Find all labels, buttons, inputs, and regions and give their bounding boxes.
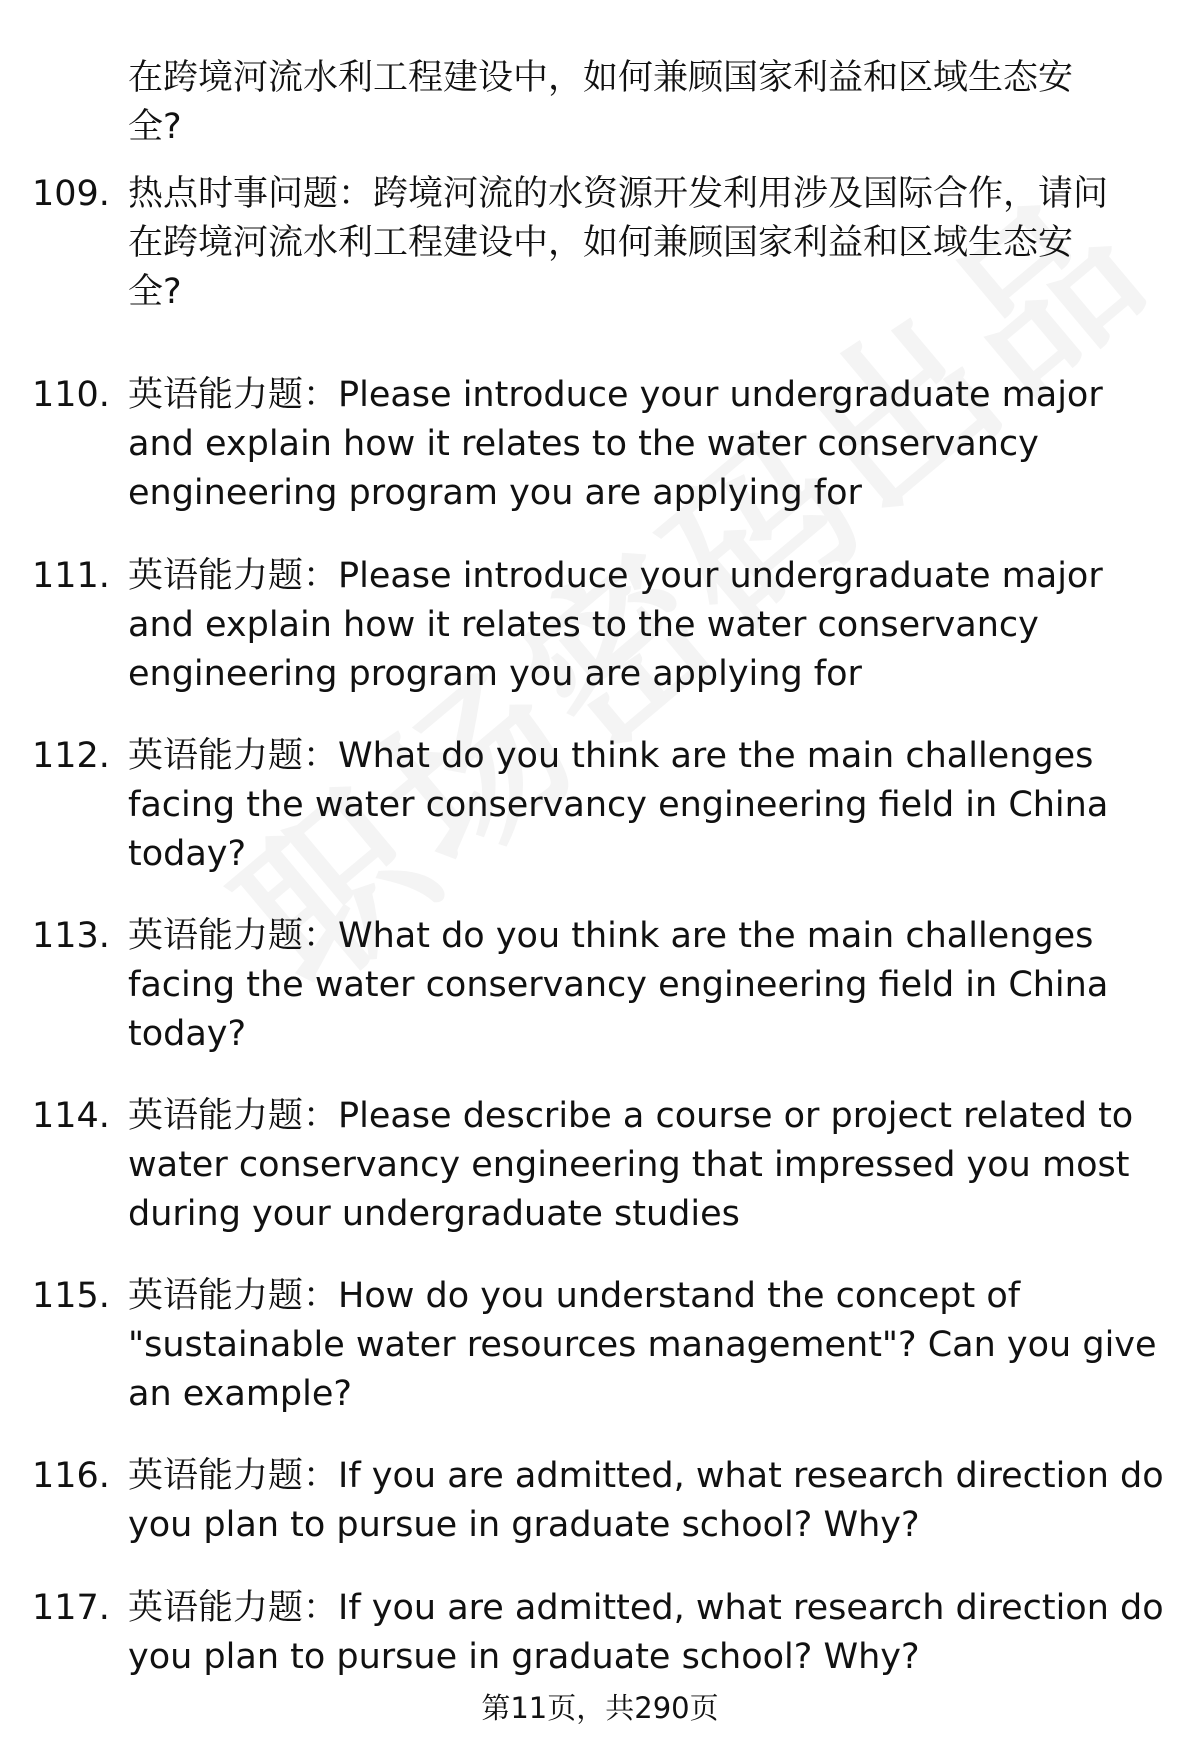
question-text-line: and explain how it relates to the water conservancy	[128, 424, 1039, 464]
question-text-line: you plan to pursue in graduate school? Why?	[128, 1505, 920, 1545]
question-number: 110.	[32, 375, 110, 415]
question-number: 111.	[32, 556, 110, 596]
page-footer-page-number: 第11页，共290页	[481, 1691, 719, 1725]
question-text-line: 全?	[128, 107, 182, 147]
question-item-109	[0, 170, 1200, 317]
question-text-line: you plan to pursue in graduate school? Why?	[128, 1637, 920, 1677]
question-text-line: today?	[128, 834, 247, 874]
question-text-line: 英语能力题：What do you think are the main challenges	[128, 736, 1094, 776]
question-number: 115.	[32, 1276, 110, 1316]
question-text-line: 英语能力题：Please introduce your undergraduate major	[128, 556, 1103, 596]
question-text-line: engineering program you are applying for	[128, 654, 862, 694]
question-text-line: engineering program you are applying for	[128, 473, 862, 513]
question-item-115	[0, 1272, 1200, 1419]
question-text-line: "sustainable water resources management"? Can you give	[128, 1325, 1157, 1365]
question-text-line: water conservancy engineering that impressed you most	[128, 1145, 1130, 1185]
question-text-line: 英语能力题：How do you understand the concept of	[128, 1276, 1021, 1316]
question-text-line: today?	[128, 1014, 247, 1054]
question-text-line: facing the water conservancy engineering field in China	[128, 965, 1109, 1005]
question-text-line: 热点时事问题：跨境河流的水资源开发利用涉及国际合作，请问	[128, 174, 1109, 214]
question-text-line: 全?	[128, 272, 182, 312]
question-item-111	[0, 552, 1200, 699]
question-item-117	[0, 1584, 1200, 1682]
question-text-line: 英语能力题：Please describe a course or project related to	[128, 1096, 1134, 1136]
question-number: 109.	[32, 174, 110, 214]
question-item-113	[0, 912, 1200, 1059]
question-text-line: facing the water conservancy engineering field in China	[128, 785, 1109, 825]
question-number: 114.	[32, 1096, 110, 1136]
question-item-116	[0, 1452, 1200, 1550]
question-text-line: 英语能力题：What do you think are the main challenges	[128, 916, 1094, 956]
question-item-114	[0, 1092, 1200, 1239]
question-item-112	[0, 732, 1200, 879]
question-text-line: 在跨境河流水利工程建设中，如何兼顾国家利益和区域生态安	[128, 223, 1074, 263]
question-number: 112.	[32, 736, 110, 776]
question-text-line: 在跨境河流水利工程建设中，如何兼顾国家利益和区域生态安	[128, 58, 1074, 98]
question-text-line: an example?	[128, 1374, 352, 1414]
question-text-line: and explain how it relates to the water conservancy	[128, 605, 1039, 645]
question-item-continued	[0, 54, 1200, 152]
question-item-110	[0, 371, 1200, 518]
question-text-line: 英语能力题：If you are admitted, what research direction do	[128, 1456, 1164, 1496]
question-number: 117.	[32, 1588, 110, 1628]
question-text-line: during your undergraduate studies	[128, 1194, 740, 1234]
question-text-line: 英语能力题：Please introduce your undergraduate major	[128, 375, 1103, 415]
question-number: 116.	[32, 1456, 110, 1496]
question-text-line: 英语能力题：If you are admitted, what research direction do	[128, 1588, 1164, 1628]
question-number: 113.	[32, 916, 110, 956]
